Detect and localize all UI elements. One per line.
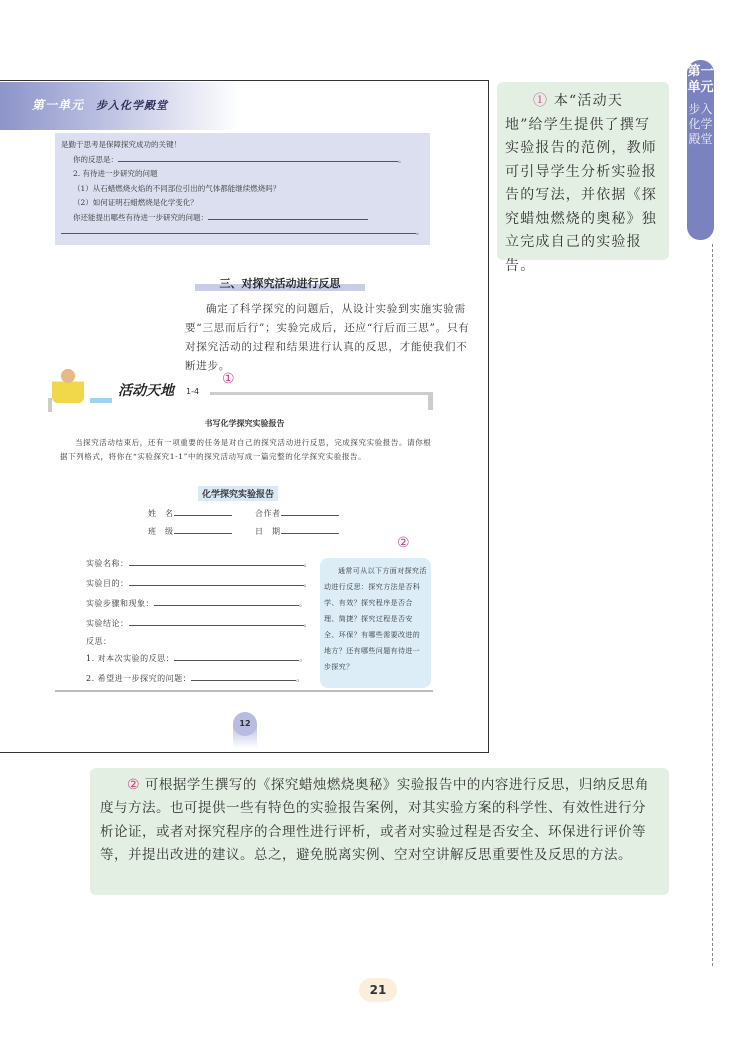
label: 2. 希望进一步探究的问题： [86, 674, 192, 683]
activity-subtitle: 书写化学探究实验报告 [204, 419, 285, 428]
blank-line [174, 652, 299, 661]
banner-rule [428, 392, 433, 410]
text-line: 是勤于思考是保障探究成功的关键！ [61, 140, 181, 149]
text-line: （2）如何证明石蜡燃烧是化学变化？ [73, 198, 198, 207]
partner-field [255, 507, 339, 519]
child-illustration [52, 367, 84, 403]
name-field [148, 507, 232, 519]
note-marker-2: ② [397, 535, 410, 551]
blank-line [208, 211, 368, 220]
banner-rule [48, 398, 52, 412]
report-title: 化学探究实验报告 [198, 486, 278, 501]
blank-line [129, 617, 304, 626]
unit-side-tab [687, 60, 714, 240]
blank-line [174, 525, 232, 534]
blank-line [174, 507, 232, 516]
label: 实验结论： [86, 619, 129, 628]
class-field [148, 525, 232, 537]
activity-intro: 当探究活动结束后，还有一项重要的任务是对自己的探究活动进行反思，完成探究实验报告。请你根据下列格式，将你在“实验探究1-1”中的探究活动写成一篇完整的化学探究实验报告。 [60, 438, 432, 461]
label: 合作者 [255, 509, 281, 518]
blank-line [154, 597, 299, 606]
reflection-2-field: 2. 希望进一步探究的问题： 。 [86, 674, 305, 683]
label: 实验目的： [86, 579, 129, 588]
blank-line [281, 525, 339, 534]
banner-rule [210, 392, 432, 395]
label: 你的反思是： [73, 154, 118, 164]
blank-line [281, 507, 339, 516]
side-title: 步入化学殿堂 [688, 102, 713, 146]
blank-line [118, 153, 398, 162]
note-marker: ② [127, 777, 141, 793]
unit-header [0, 82, 240, 130]
label: 姓 名 [148, 509, 174, 518]
note-text: 可根据学生撰写的《探究蜡烛燃烧奥秘》实验报告中的内容进行反思，归纳反思角度与方法。也可提供一些有特色的实验报告案例，对其实验方案的科学性、有效性进行分析论证，或者对探究程序的合理性进行评析，或者对实验过程是否安全、环保进行评价等等，并提出改进的建议。总之，避免脱离实例、空对空讲解反思重要性及反思的方法。 [100, 777, 649, 863]
experiment-conclusion-field: 实验结论： 。 [86, 619, 312, 628]
water-illustration [90, 398, 112, 403]
blank-line [61, 225, 416, 234]
teacher-note-1 [497, 82, 669, 274]
text-line: 2. 有待进一步研究的问题 [73, 169, 158, 178]
unit-title: 步入化学殿堂 [96, 99, 169, 112]
question-line [61, 211, 424, 226]
previous-content-box [55, 133, 430, 245]
banner-bottom-rule [55, 690, 433, 692]
note-marker: ① [533, 93, 549, 109]
reflection-label: 反思： [86, 637, 112, 646]
dashed-margin-line [712, 244, 713, 966]
activity-title: 活动天地 [118, 383, 174, 399]
section-paragraph: 确定了科学探究的问题后，从设计实验到实施实验需要“三思而后行”；实验完成后，还应“行后而三思”。只有对探究活动的过程和结果进行认真的反思，才能使我们不断进步。 [185, 303, 470, 372]
date-field [255, 525, 339, 537]
section-heading: 三、对探究活动进行反思 [195, 275, 365, 291]
experiment-name-field: 实验名称： 。 [86, 559, 312, 568]
note-marker-1: ① [222, 371, 235, 387]
unit-label: 第一单元 [32, 98, 85, 112]
experiment-steps-field: 实验步骤和现象： 。 [86, 599, 308, 608]
side-unit: 第一单元 [687, 64, 714, 95]
label: 实验步骤和现象： [86, 599, 154, 608]
blank-line: 。 [61, 225, 424, 240]
teacher-note-2 [90, 768, 669, 895]
label: 班 级 [148, 527, 174, 536]
experiment-purpose-field: 实验目的： 。 [86, 579, 312, 588]
label: 1. 对本次实验的反思： [86, 654, 175, 663]
tip-box: 通常可从以下方面对探究活动进行反思：探究方法是否科学、有效？探究程序是否合理、简捷？探究过程是否安全、环保？有哪些需要改进的地方？还有哪些问题有待进一步探究？ [320, 558, 431, 688]
label: 日 期 [255, 527, 281, 536]
inner-page-number: 12 [233, 712, 257, 736]
text-line: （1）从石蜡燃烧火焰的不同部位引出的气体都能继续燃烧吗？ [73, 183, 281, 193]
note-text: 本“活动天地”给学生提供了撰写实验报告的范例，教师可引导学生分析实验报告的写法，并依据《探究蜡烛燃烧的奥秘》独立完成自己的实验报告。 [505, 93, 657, 274]
page-number: 21 [359, 978, 397, 1002]
reflection-line: 你的反思是： 。 [73, 154, 406, 164]
blank-line [129, 557, 304, 566]
activity-number: 1-4 [186, 387, 200, 396]
label: 实验名称： [86, 559, 129, 568]
label: 你还能提出哪些有待进一步研究的问题： [73, 212, 208, 222]
blank-line [191, 672, 296, 681]
blank-line [129, 577, 304, 586]
reflection-1-field: 1. 对本次实验的反思： 。 [86, 654, 308, 663]
